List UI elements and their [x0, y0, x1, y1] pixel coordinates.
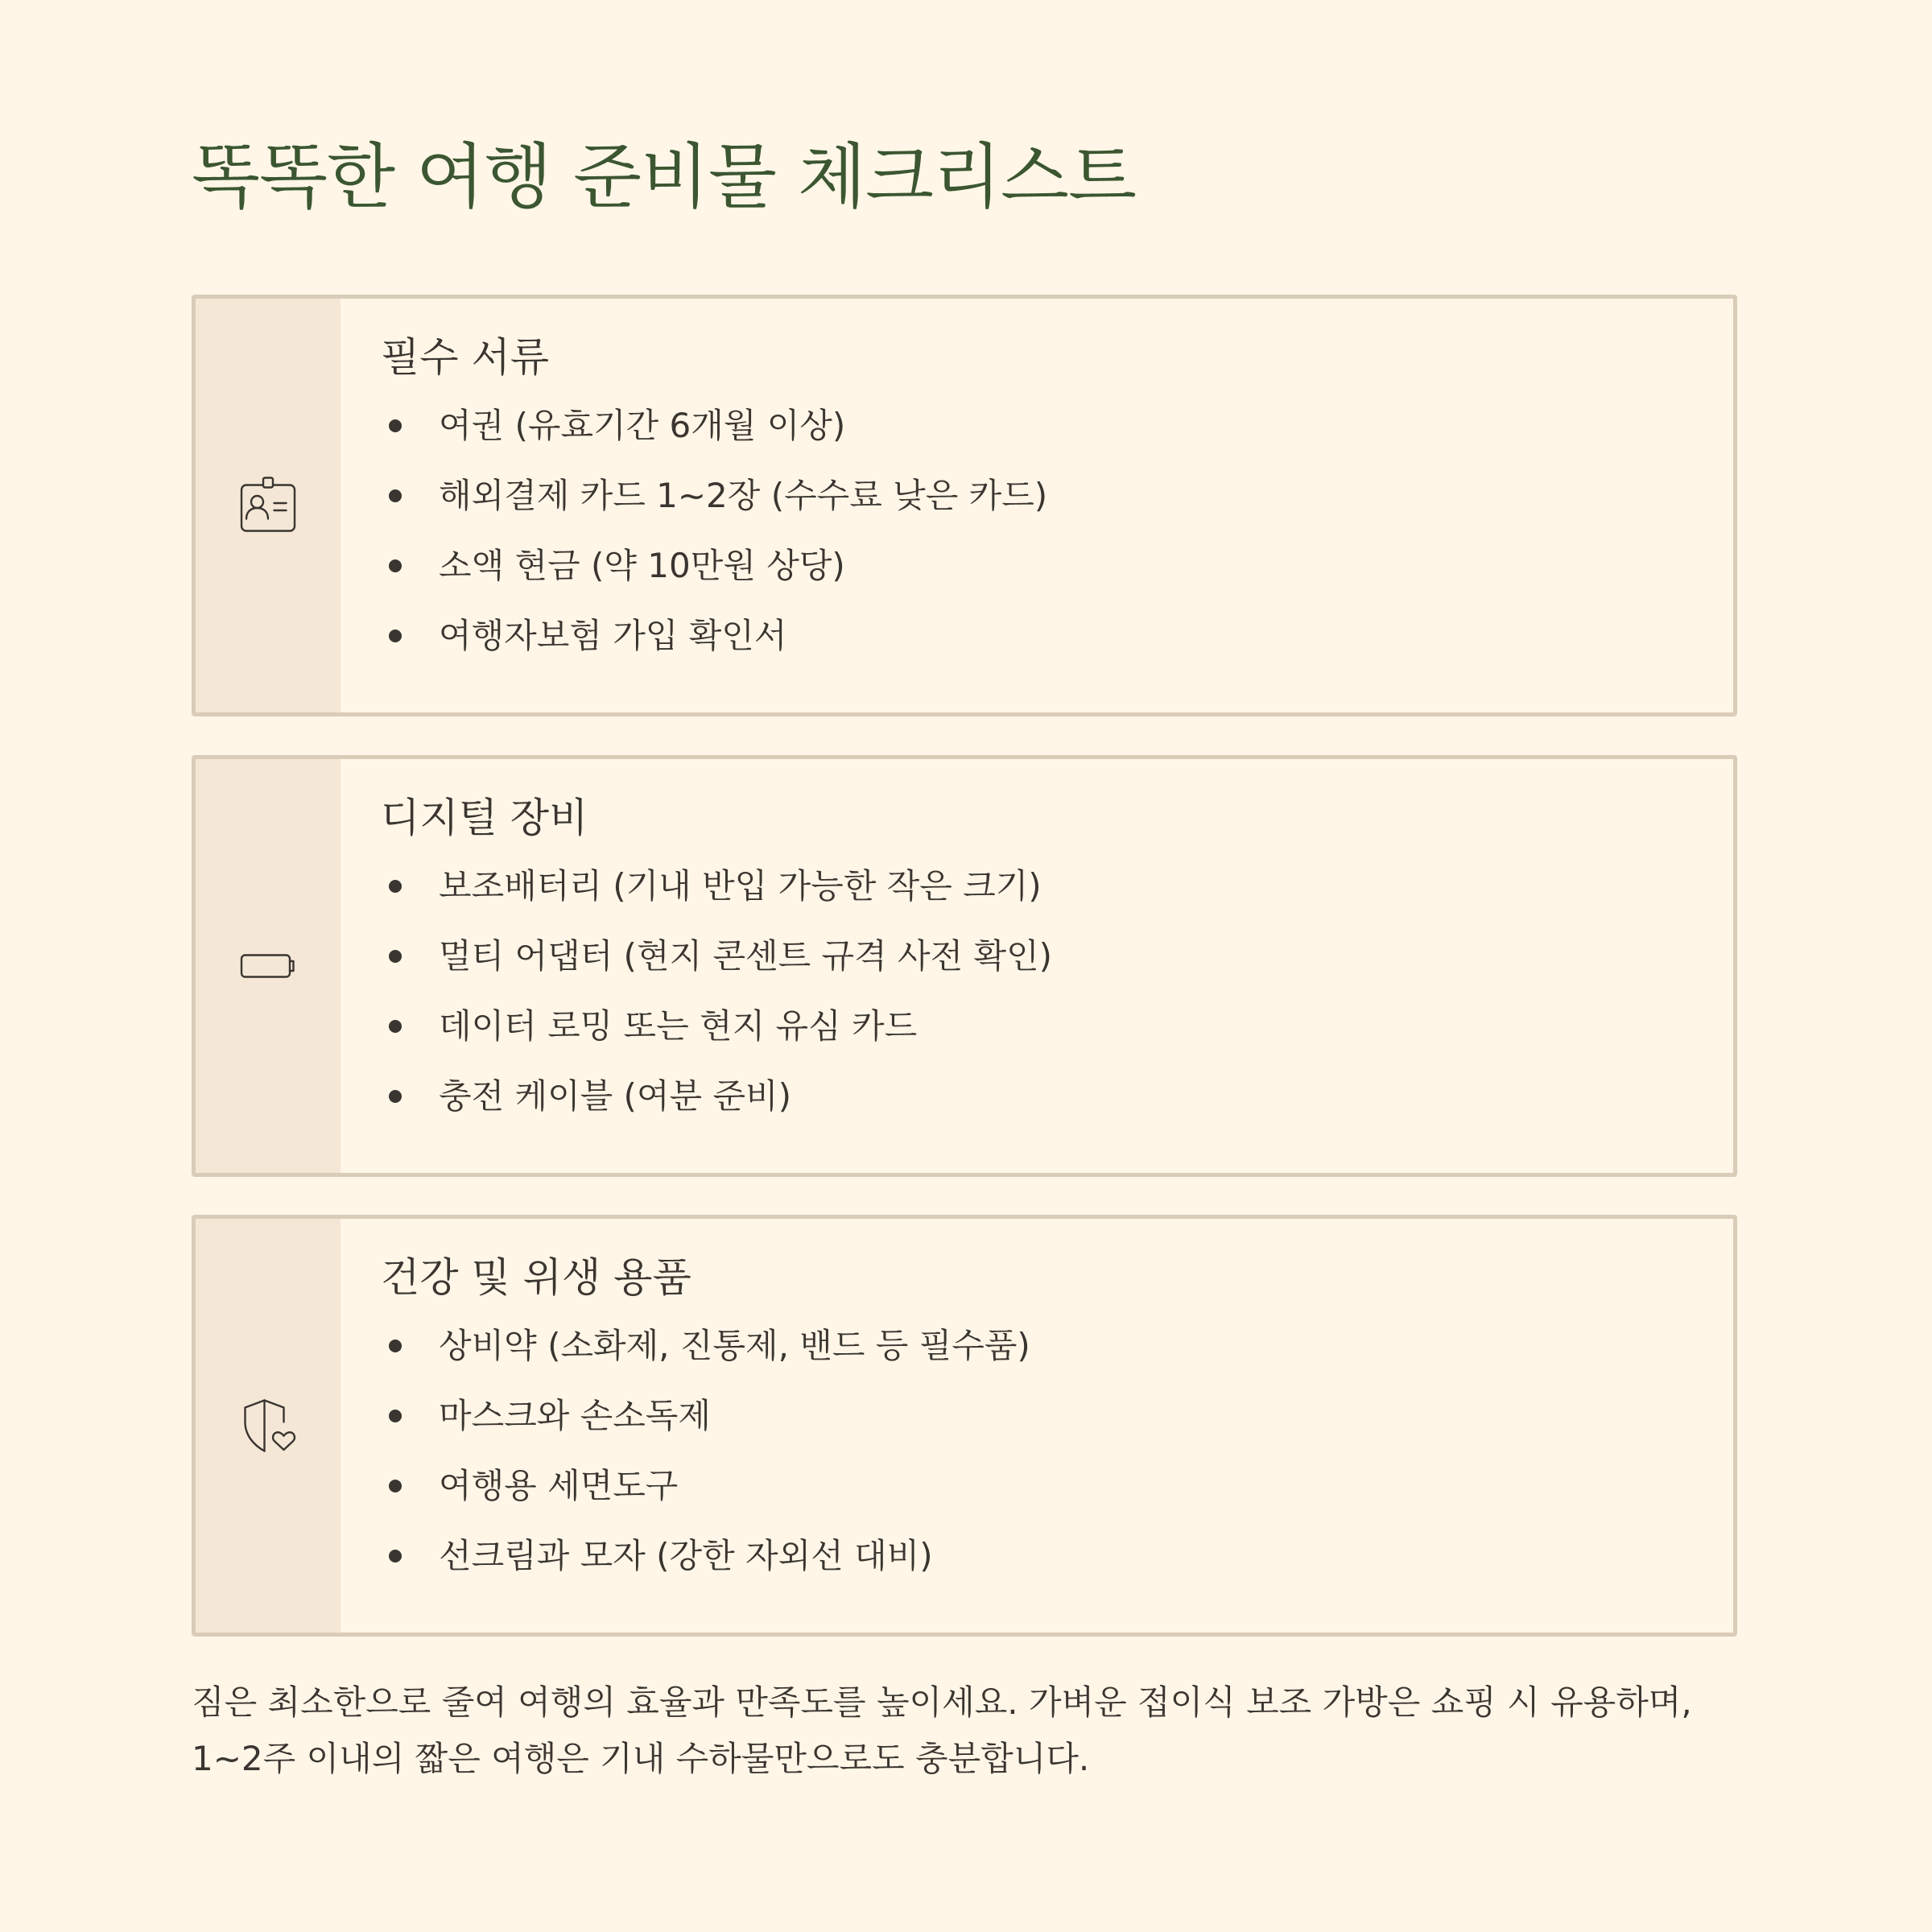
- bullet-icon: [389, 630, 402, 642]
- list-item-text: 충전 케이블 (여분 준비): [439, 1076, 791, 1116]
- list-item: [381, 861, 1701, 931]
- shield-heart-icon: [239, 1397, 297, 1455]
- bullet-icon: [389, 1550, 402, 1563]
- battery-icon: [239, 937, 297, 995]
- list-item: [381, 1320, 1701, 1390]
- list-item: [381, 400, 1701, 470]
- section-icon-column: [196, 1219, 341, 1633]
- bullet-icon: [389, 489, 402, 502]
- list-item-text: 여행자보험 가입 확인서: [439, 616, 787, 655]
- checklist: [381, 861, 1701, 1141]
- list-item-text: 마스크와 손소독제: [439, 1396, 711, 1435]
- list-item: [381, 610, 1701, 680]
- list-item-text: 여권 (유효기간 6개월 이상): [439, 406, 846, 445]
- bullet-icon: [389, 950, 402, 963]
- section-card-digital: [192, 755, 1737, 1177]
- section-card-health: [192, 1215, 1737, 1637]
- list-item-text: 멀티 어댑터 (현지 콘센트 규격 사전 확인): [439, 936, 1053, 976]
- checklist: [381, 400, 1701, 680]
- list-item: [381, 1001, 1701, 1071]
- list-item: [381, 540, 1701, 610]
- list-item: [381, 1530, 1701, 1600]
- section-title: 건강 및 위생 용품: [381, 1254, 691, 1301]
- section-content: [381, 1249, 1701, 1600]
- bullet-icon: [389, 880, 402, 893]
- footer-note: 짐은 최소한으로 줄여 여행의 효율과 만족도를 높이세요. 가벼운 접이식 보조 가방은 쇼핑 시 유용하며, 1~2주 이내의 짧은 여행은 기내 수하물만으로도 충분합니다.: [192, 1682, 1692, 1778]
- bullet-icon: [389, 1020, 402, 1033]
- bullet-icon: [389, 559, 402, 572]
- list-item: [381, 470, 1701, 540]
- section-icon-column: [196, 759, 341, 1173]
- bullet-icon: [389, 419, 402, 432]
- list-item: [381, 1390, 1701, 1460]
- id-badge-icon: [239, 477, 297, 535]
- bullet-icon: [389, 1090, 402, 1103]
- list-item-text: 여행용 세면도구: [439, 1466, 679, 1505]
- list-item: [381, 931, 1701, 1001]
- section-content: [381, 790, 1701, 1141]
- list-item-text: 보조배터리 (기내 반입 가능한 작은 크기): [439, 866, 1042, 906]
- bullet-icon: [389, 1480, 402, 1492]
- list-item-text: 해외결제 카드 1~2장 (수수료 낮은 카드): [439, 476, 1048, 515]
- bullet-icon: [389, 1340, 402, 1352]
- list-item-text: 데이터 로밍 또는 현지 유심 카드: [439, 1006, 918, 1046]
- list-item-text: 상비약 (소화제, 진통제, 밴드 등 필수품): [439, 1326, 1030, 1365]
- section-card-documents: [192, 295, 1737, 716]
- bullet-icon: [389, 1410, 402, 1422]
- section-title: 필수 서류: [381, 334, 550, 381]
- section-content: [381, 329, 1701, 680]
- page-title: 똑똑한 여행 준비물 체크리스트: [192, 135, 1137, 218]
- section-icon-column: [196, 299, 341, 712]
- list-item-text: 소액 현금 (약 10만원 상당): [439, 546, 845, 585]
- list-item-text: 선크림과 모자 (강한 자외선 대비): [439, 1536, 933, 1575]
- list-item: [381, 1460, 1701, 1530]
- list-item: [381, 1071, 1701, 1141]
- section-title: 디지털 장비: [381, 795, 588, 841]
- checklist: [381, 1320, 1701, 1600]
